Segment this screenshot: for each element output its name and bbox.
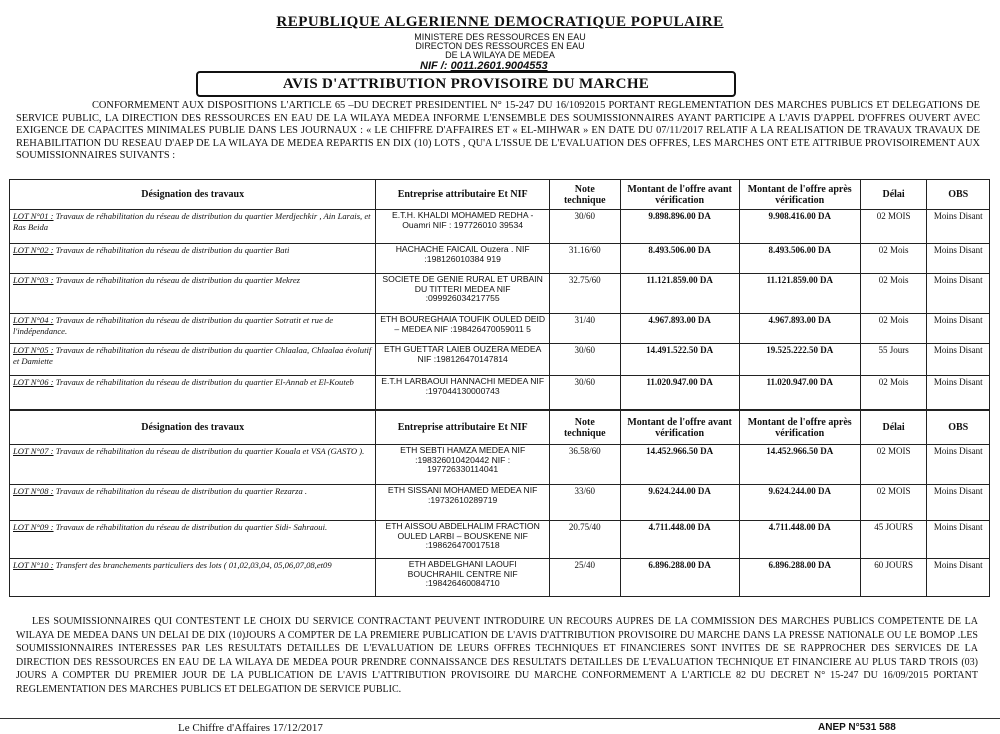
- lot-designation: [10, 344, 376, 376]
- lot-designation: [10, 244, 376, 274]
- lot-designation: [10, 314, 376, 344]
- col-designation: Désignation des travaux: [10, 411, 376, 445]
- lot-description: Travaux de réhabilitation du réseau de distribution du quartier Merdjechkir , Ain Larais, et Ras Beida: [13, 211, 371, 232]
- lot-entreprise: E.T.H. KHALDI MOHAMED REDHA - Ouamri NIF : 197726010 39534: [376, 210, 550, 244]
- lot-montant-avant: 11.020.947.00 DA: [620, 376, 739, 410]
- lot-montant-apres: 9.624.244.00 DA: [739, 485, 860, 521]
- lot-delai: 55 Jours: [860, 344, 927, 376]
- lot-montant-avant: 11.121.859.00 DA: [620, 274, 739, 314]
- lot-obs: Moins Disant: [927, 344, 990, 376]
- table-row: [10, 376, 990, 410]
- lot-obs: Moins Disant: [927, 244, 990, 274]
- lot-note: 36.58/60: [549, 445, 620, 485]
- lot-montant-avant: 9.624.244.00 DA: [620, 485, 739, 521]
- lot-designation: [10, 485, 376, 521]
- lot-montant-avant: 8.493.506.00 DA: [620, 244, 739, 274]
- closing-paragraph: [16, 615, 978, 697]
- lot-number: LOT N°01 :: [13, 211, 54, 221]
- lot-description: Travaux de réhabilitation du réseau de distribution du quartier Chlaalaa, Chlaalaa évolutif et Damiette: [13, 345, 372, 366]
- notice-title: AVIS D'ATTRIBUTION PROVISOIRE DU MARCHE: [196, 71, 736, 97]
- lot-obs: Moins Disant: [927, 445, 990, 485]
- attribution-table-1: [9, 179, 990, 410]
- lot-obs: Moins Disant: [927, 210, 990, 244]
- lot-description: Travaux de réhabilitation du réseau de distribution du quartier El-Annab et El-Kouteb: [55, 377, 354, 387]
- lot-designation: [10, 521, 376, 559]
- lot-note: 32.75/60: [549, 274, 620, 314]
- nif-label: NIF /:: [420, 60, 448, 72]
- lot-number: LOT N°03 :: [13, 275, 54, 285]
- lot-montant-avant: 9.898.896.00 DA: [620, 210, 739, 244]
- intro-paragraph: [16, 100, 980, 163]
- lot-entreprise: ETH ABDELGHANI LAOUFI BOUCHRAHIL CENTRE NIF :198426460084710: [376, 559, 550, 597]
- lot-note: 33/60: [549, 485, 620, 521]
- lot-montant-apres: 11.121.859.00 DA: [739, 274, 860, 314]
- col-montant-apres: Montant de l'offre après vérification: [739, 180, 860, 210]
- lot-entreprise: HACHACHE FAICAIL Ouzera . NIF :198126010384 919: [376, 244, 550, 274]
- lot-montant-apres: 11.020.947.00 DA: [739, 376, 860, 410]
- direction-line: DIRECTON DES RESSOURCES EN EAU: [415, 41, 585, 51]
- lot-note: 31.16/60: [549, 244, 620, 274]
- ministry-line: MINISTERE DES RESSOURCES EN EAU: [414, 32, 586, 42]
- lot-montant-avant: 6.896.288.00 DA: [620, 559, 739, 597]
- lot-obs: Moins Disant: [927, 559, 990, 597]
- lot-description: Travaux de réhabilitation du réseau de distribution du quartier Bati: [55, 245, 290, 255]
- table-row: [10, 485, 990, 521]
- table-header-row: [10, 180, 990, 210]
- lot-montant-avant: 4.967.893.00 DA: [620, 314, 739, 344]
- lot-delai: 02 Mois: [860, 314, 927, 344]
- table-row: [10, 521, 990, 559]
- lot-designation: [10, 210, 376, 244]
- lot-montant-avant: 4.711.448.00 DA: [620, 521, 739, 559]
- footer-divider: [0, 718, 1000, 719]
- lot-obs: Moins Disant: [927, 521, 990, 559]
- lot-obs: Moins Disant: [927, 485, 990, 521]
- lot-entreprise: ETH SEBTI HAMZA MEDEA NIF :198326010420442 NIF : 197726330114041: [376, 445, 550, 485]
- lot-designation: [10, 559, 376, 597]
- lot-note: 30/60: [549, 376, 620, 410]
- lot-entreprise: ETH GUETTAR LAIEB OUZERA MEDEA NIF :198126470147814: [376, 344, 550, 376]
- lot-designation: [10, 376, 376, 410]
- lot-delai: 60 JOURS: [860, 559, 927, 597]
- lot-obs: Moins Disant: [927, 274, 990, 314]
- lot-montant-apres: 4.967.893.00 DA: [739, 314, 860, 344]
- table-row: [10, 314, 990, 344]
- lot-note: 30/60: [549, 210, 620, 244]
- lot-delai: 02 Mois: [860, 376, 927, 410]
- col-montant-apres: Montant de l'offre après vérification: [739, 411, 860, 445]
- republic-heading: REPUBLIQUE ALGERIENNE DEMOCRATIQUE POPULAIRE: [276, 14, 724, 30]
- lot-designation: [10, 274, 376, 314]
- lot-number: LOT N°02 :: [13, 245, 54, 255]
- col-delai: Délai: [860, 411, 927, 445]
- lot-description: Travaux de réhabilitation du réseau de distribution du quartier Rezarza .: [55, 486, 308, 496]
- lot-description: Transfert des branchements particuliers des lots ( 01,02,03,04, 05,06,07,08,et09: [55, 560, 332, 570]
- lot-entreprise: ETH AISSOU ABDELHALIM FRACTION OULED LARBI – BOUSKENE NIF :198626470017518: [376, 521, 550, 559]
- lot-delai: 02 Mois: [860, 244, 927, 274]
- lot-montant-avant: 14.452.966.50 DA: [620, 445, 739, 485]
- col-entreprise: Entreprise attributaire Et NIF: [376, 411, 550, 445]
- lot-note: 30/60: [549, 344, 620, 376]
- lot-montant-apres: 6.896.288.00 DA: [739, 559, 860, 597]
- lot-note: 20.75/40: [549, 521, 620, 559]
- lot-obs: Moins Disant: [927, 314, 990, 344]
- table-row: [10, 445, 990, 485]
- lot-description: Travaux de réhabilitation du réseau de distribution du quartier Sotratit et rue de l'indépendance.: [13, 315, 334, 336]
- lot-number: LOT N°09 :: [13, 522, 54, 532]
- col-entreprise: Entreprise attributaire Et NIF: [376, 180, 550, 210]
- lot-entreprise: ETH BOUREGHAIA TOUFIK OULED DEID – MEDEA NIF :198426470059011 5: [376, 314, 550, 344]
- lot-note: 31/40: [549, 314, 620, 344]
- lot-montant-apres: 4.711.448.00 DA: [739, 521, 860, 559]
- lot-entreprise: E.T.H LARBAOUI HANNACHI MEDEA NIF :197044130000743: [376, 376, 550, 410]
- anep-number: ANEP N°531 588: [818, 722, 896, 733]
- newspaper-credit: Le Chiffre d'Affaires 17/12/2017: [178, 722, 323, 734]
- lot-designation: [10, 445, 376, 485]
- lot-note: 25/40: [549, 559, 620, 597]
- lot-number: LOT N°07 :: [13, 446, 54, 456]
- lot-number: LOT N°04 :: [13, 315, 54, 325]
- attribution-table-2: [9, 410, 990, 597]
- nif-value: 0011.2601.9004553: [450, 60, 548, 72]
- lot-number: LOT N°05 :: [13, 345, 54, 355]
- col-note: Note technique: [549, 411, 620, 445]
- lot-delai: 02 Mois: [860, 274, 927, 314]
- col-designation: Désignation des travaux: [10, 180, 376, 210]
- table-header-row: [10, 411, 990, 445]
- lot-montant-apres: 9.908.416.00 DA: [739, 210, 860, 244]
- lot-delai: 45 JOURS: [860, 521, 927, 559]
- col-obs: OBS: [927, 411, 990, 445]
- lot-montant-apres: 8.493.506.00 DA: [739, 244, 860, 274]
- lot-montant-apres: 14.452.966.50 DA: [739, 445, 860, 485]
- lot-delai: 02 MOIS: [860, 210, 927, 244]
- lot-delai: 02 MOIS: [860, 445, 927, 485]
- lot-description: Travaux de réhabilitation du réseau de distribution du quartier Sidi- Sahraoui.: [55, 522, 328, 532]
- lot-obs: Moins Disant: [927, 376, 990, 410]
- table-row: [10, 210, 990, 244]
- col-obs: OBS: [927, 180, 990, 210]
- col-montant-avant: Montant de l'offre avant vérification: [620, 180, 739, 210]
- intro-text: CONFORMEMENT AUX DISPOSITIONS L'ARTICLE 65 –DU DECRET PRESIDENTIEL N° 15-247 DU 16/1092015 PORTANT REGLEMENTATION DES MARCHES PUBLICS ET DELEGATIONS DE SERVICE PUBLIC, LA DIRECTION DES RESSOURCES EN EAU DE LA WILAYA MEDEA INFORME L'ENSEMBLE DES SOUMISSIONNAIRES AYANT PARTICIPE A L'AVIS D'APPEL D'OFFRES OUVERT AVEC EXIGENCE DE CAPACITES MINIMALES PUBLIE DANS LES JOURNAUX : « LE CHIFFRE D'AFFAIRES ET « EL-MIHWAR » EN DATE DU 07/11/2017 RELATIF A LA REALISATION DE TRAVAUX TRAVAUX DE REHABILITATION DU RESEAU D'AEP DE LA WILAYA DE MEDEA REPARTIS EN DIX (10) LOTS , QU'A L'ISSUE DE L'EVALUATION DES OFFRES, LES MARCHES ONT ETE ATTRIBUE PROVISOIREMENT AUX SOUMISSIONNAIRES SUIVANTS :: [16, 100, 980, 161]
- lot-description: Travaux de réhabilitation du réseau de distribution du quartier Kouala et VSA (GASTO ).: [55, 446, 365, 456]
- lot-delai: 02 MOIS: [860, 485, 927, 521]
- lot-entreprise: SOCIETE DE GENIE RURAL ET URBAIN DU TITTERI MEDEA NIF :099926034217755: [376, 274, 550, 314]
- lot-description: Travaux de réhabilitation du réseau de distribution du quartier Mekrez: [55, 275, 301, 285]
- lot-entreprise: ETH SISSANI MOHAMED MEDEA NIF :19732610289719: [376, 485, 550, 521]
- lot-number: LOT N°10 :: [13, 560, 54, 570]
- col-note: Note technique: [549, 180, 620, 210]
- lot-montant-avant: 14.491.522.50 DA: [620, 344, 739, 376]
- table-row: [10, 344, 990, 376]
- lot-montant-apres: 19.525.222.50 DA: [739, 344, 860, 376]
- col-montant-avant: Montant de l'offre avant vérification: [620, 411, 739, 445]
- wilaya-line: DE LA WILAYA DE MEDEA: [445, 50, 555, 60]
- lot-number: LOT N°06 :: [13, 377, 54, 387]
- col-delai: Délai: [860, 180, 927, 210]
- table-row: [10, 274, 990, 314]
- lot-number: LOT N°08 :: [13, 486, 54, 496]
- closing-text: LES SOUMISSIONNAIRES QUI CONTESTENT LE CHOIX DU SERVICE CONTRACTANT PEUVENT INTRODUIRE UN RECOURS AUPRES DE LA COMMISSION DES MARCHES PUBLICS COMPETENTE DE LA WILAYA DE MEDEA DANS UN DELAI DE DIX (10)JOURS A COMPTER DE LA PREMIERE PUBLICATION DE L'AVIS D'ATTRIBUTION PROVISOIRE DU MARCHE DANS LA PRESSE NATIONALE OU LE BOMOP .LES SOUMISSIONNAIRES INTERESSES PAR LES RESULTATS DETAILLES DE L'EVALUATION DE LEURS OFFRES TECHNIQUES ET FINANCIERES SONT INVITES DE SE RAPPROCHER DES SERVICES DE LA DIRECTION DES RESSOURCES EN EAU DE LA WILAYA DE MEDEA POUR PRENDRE CONNAISSANCE DES RESULTATS DETAILLES DE L'EVALUATION TECHNIQUE ET FINANCIERE AU PLUS TARD TROIS (03) JOURS A COMPTER DU PREMIER JOUR DE LA PUBLICATION DE L'AVIS L'ATTRIBUTION PROVISOIRE DU MARCHE CONFORMEMENT A L'ARTICLE 82 DU DECRET N° 15-247 DU 16/09/2015 PORTANT REGLEMENTATION DES MARCHES PUBLICS ET DELEGATION DE SERVICE PUBLIC.: [16, 616, 978, 695]
- table-row: [10, 559, 990, 597]
- table-row: [10, 244, 990, 274]
